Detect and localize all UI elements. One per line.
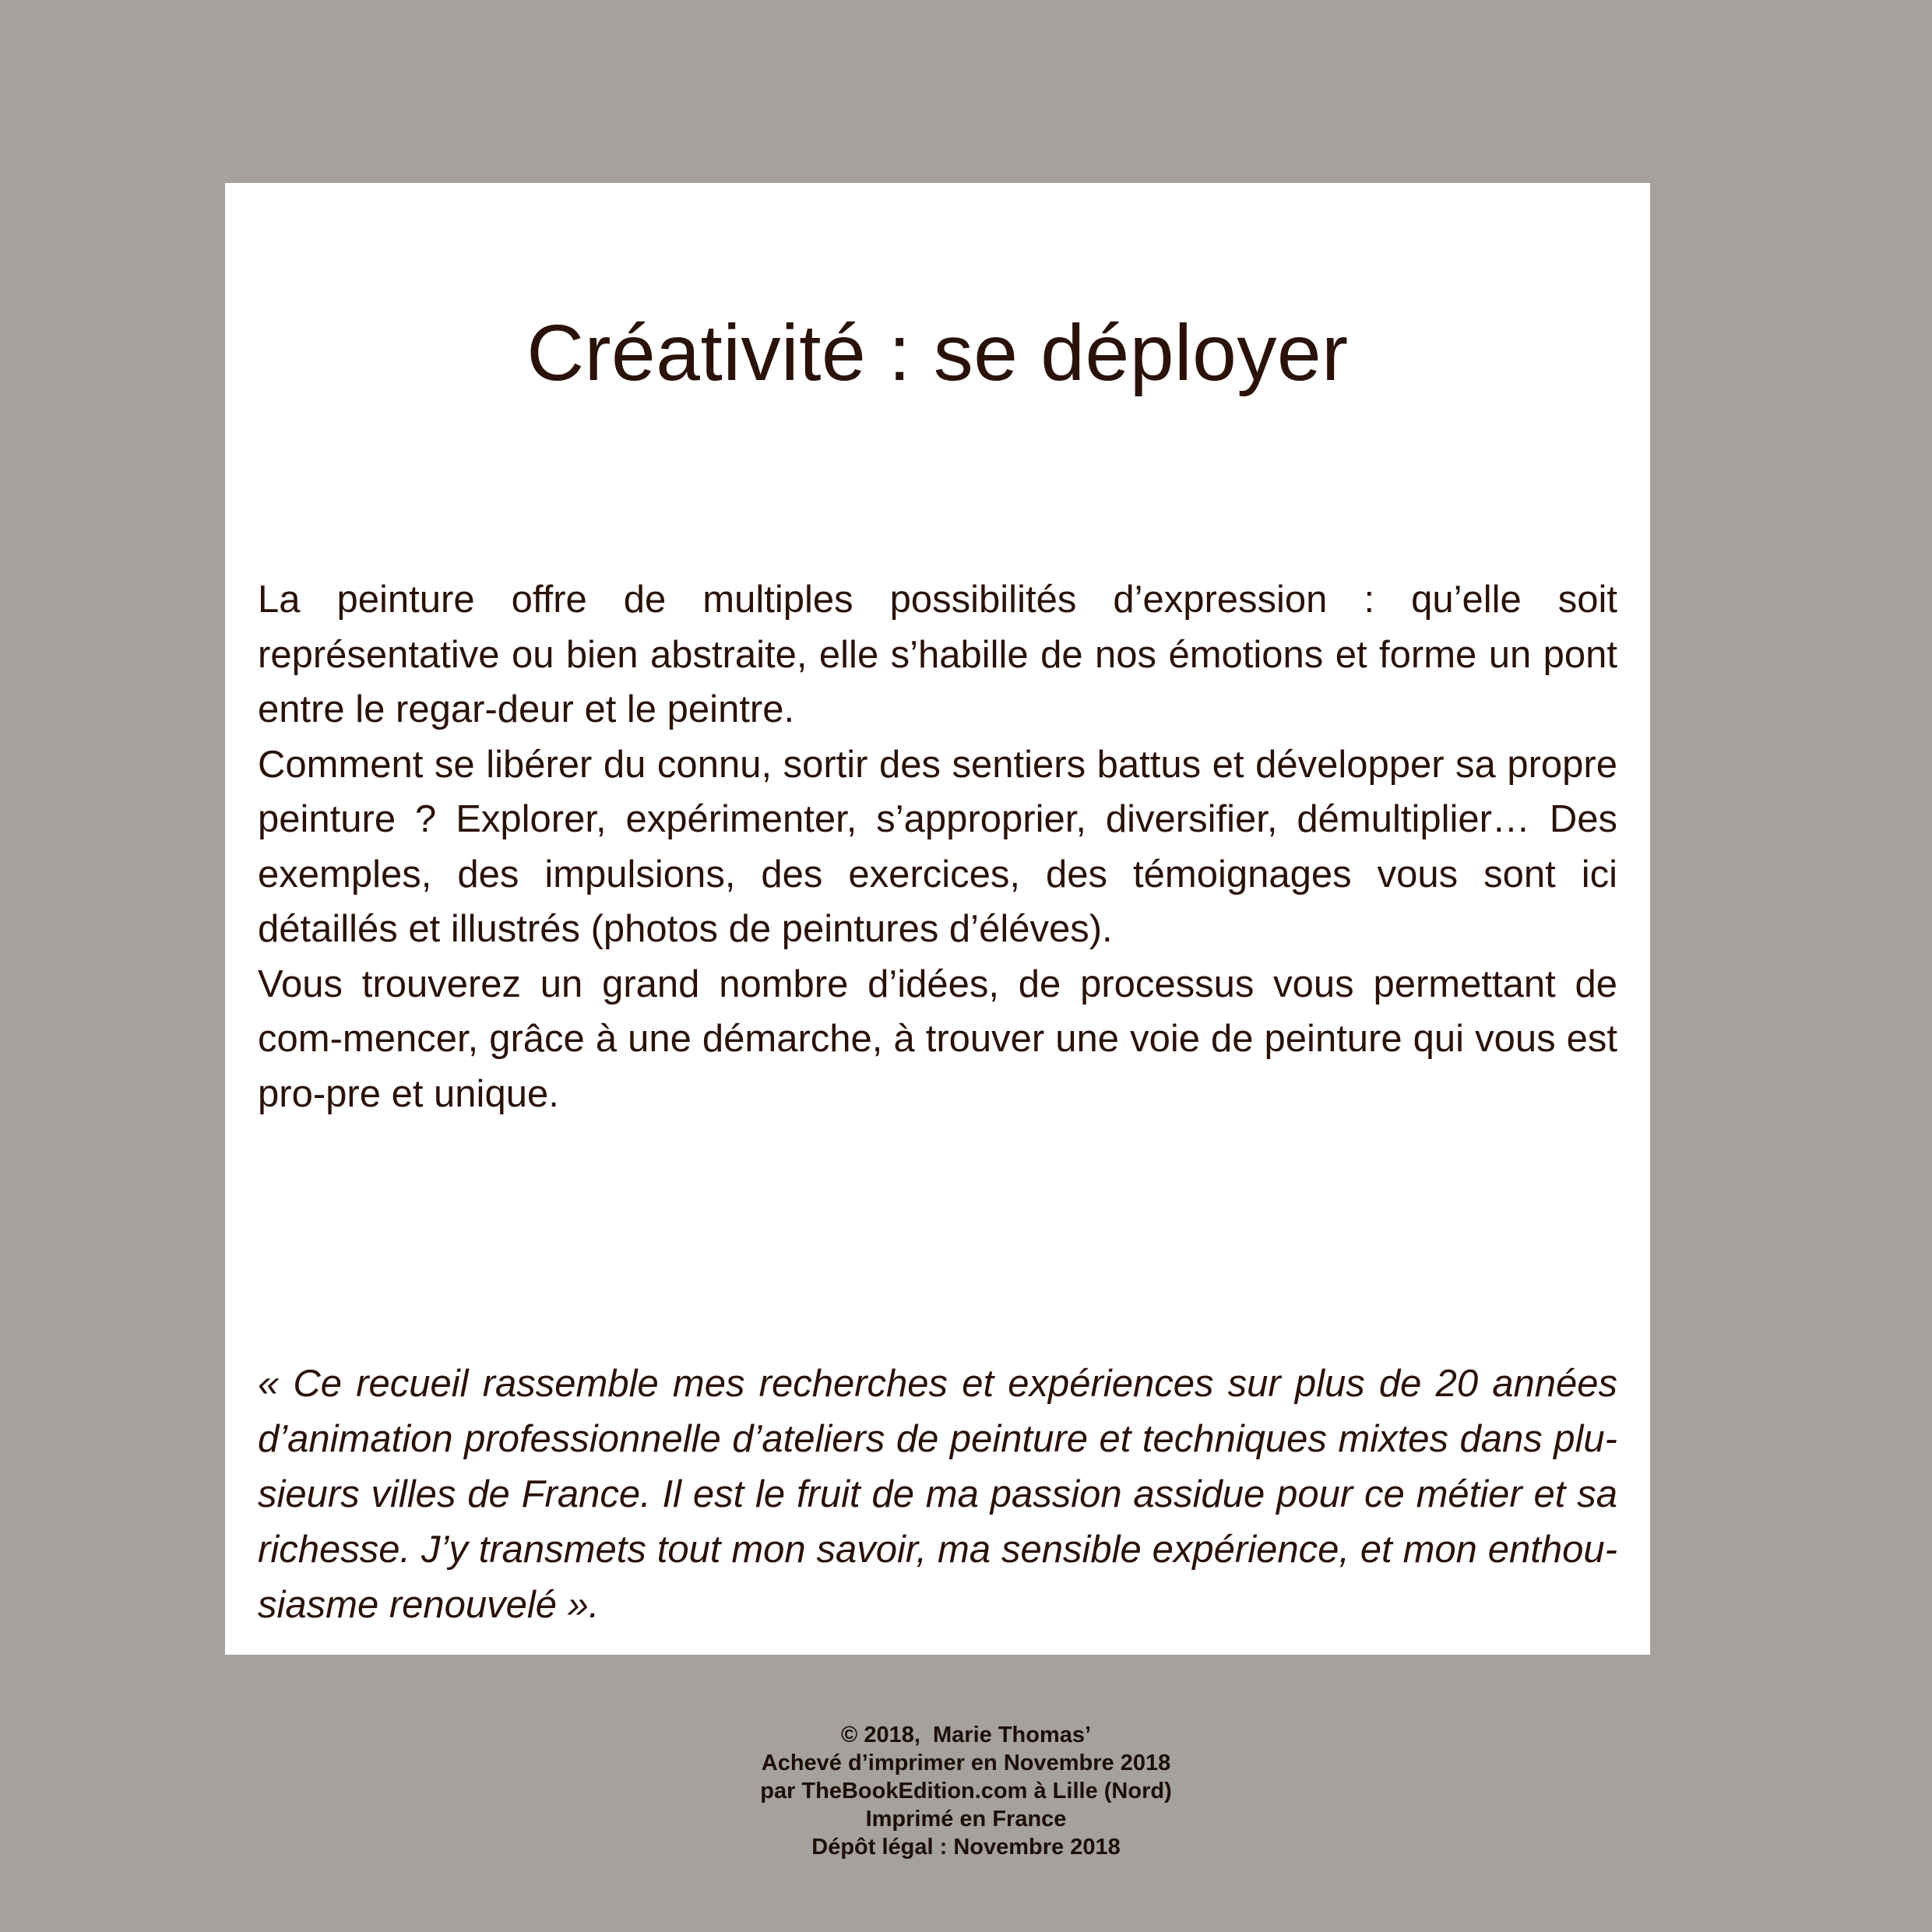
back-cover-panel: [225, 183, 1650, 1655]
printed-in-line: Imprimé en France: [865, 1807, 1067, 1832]
description-paragraph: Vous trouverez un grand nombre d’idées, de processus vous permettant de com-mencer, grâce à une démarche, à trouver une voie de peinture qui vous est pro-pre et unique.: [258, 962, 1617, 1115]
legal-deposit-line: Dépôt légal : Novembre 2018: [811, 1835, 1121, 1860]
printer-line: par TheBookEdition.com à Lille (Nord): [760, 1779, 1172, 1804]
copyright-line: © 2018, Marie Thomas’: [840, 1723, 1092, 1747]
printing-line: Achevé d’imprimer en Novembre 2018: [761, 1751, 1171, 1775]
book-title: Créativité : se déployer: [526, 308, 1349, 397]
colophon: [0, 1721, 1932, 1861]
description-paragraph: La peinture offre de multiples possibilités d’expression : qu’elle soit représentative ou bien abstraite, elle s’habille de nos émotions et forme un pont entre le regar-deur et le peintre.: [258, 579, 1617, 730]
description-paragraph: Comment se libérer du connu, sortir des sentiers battus et développer sa propre peinture ? Explorer, expérimenter, s’approprier, diversifier, démultiplier… Des exemples, des impulsions, des exercices, des témoignages vous sont ici détaillés et illustrés (photos de peintures d’éléves).: [258, 743, 1617, 950]
author-quote: « Ce recueil rassemble mes recherches et expériences sur plus de 20 années d’animation professionnelle d’ateliers de peinture et techniques mixtes dans plu-sieurs villes de France. Il est le fruit de ma passion assidue pour ce métier et sa richesse. J’y transmets tout mon savoir, ma sensible expérience, et mon enthou-siasme renouvelé ».: [258, 1363, 1617, 1626]
description-text: [258, 572, 1617, 1121]
